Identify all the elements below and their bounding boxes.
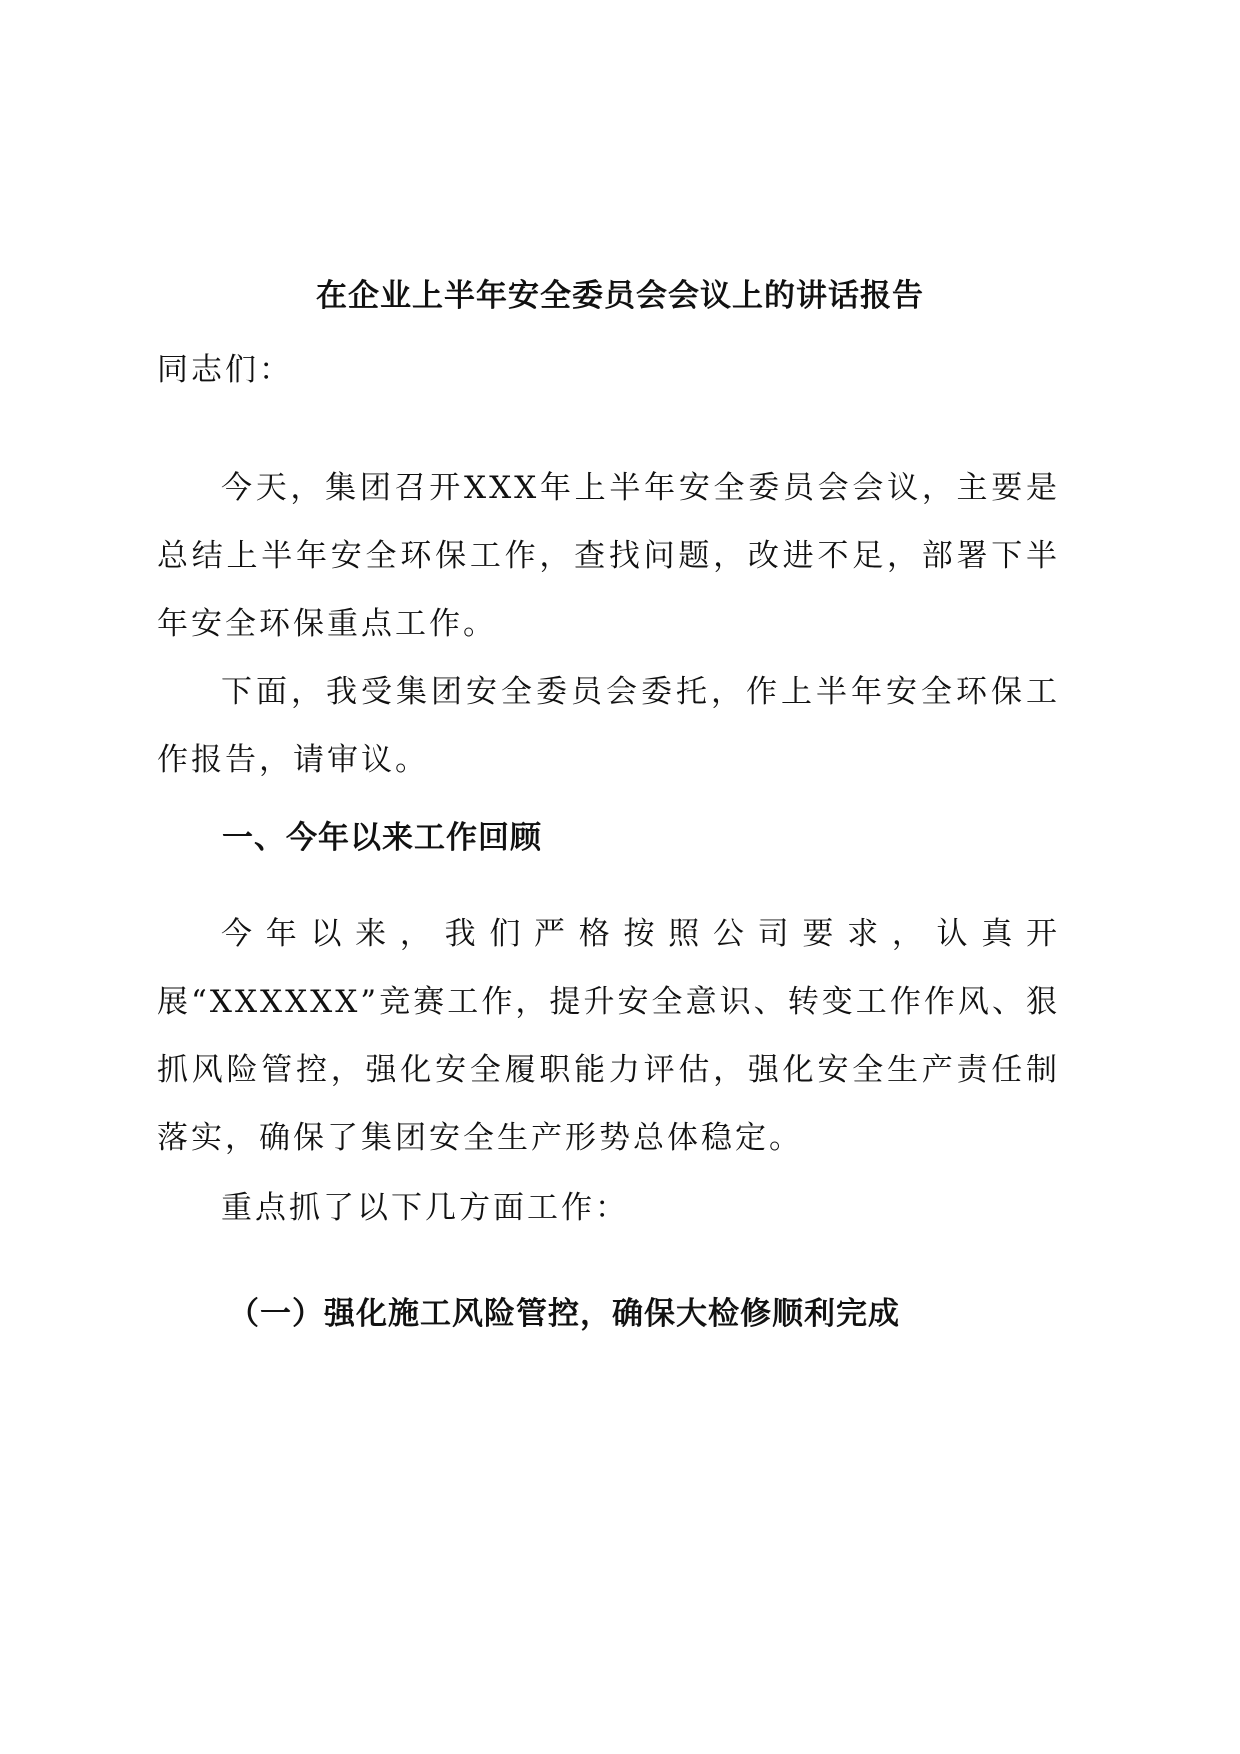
paragraph-report-request: 下面，我受集团安全委员会委托，作上半年安全环保工作报告，请审议。 xyxy=(157,674,1060,778)
subsection-heading-risk-control: （一）强化施工风险管控，确保大检修顺利完成 xyxy=(228,1296,900,1332)
salutation: 同志们： xyxy=(157,352,293,388)
section-heading-review: 一、今年以来工作回顾 xyxy=(222,820,542,856)
paragraph-key-work: 重点抓了以下几方面工作： xyxy=(221,1190,629,1226)
document-title: 在企业上半年安全委员会会议上的讲话报告 xyxy=(316,278,924,314)
paragraph-review: 今年以来，我们严格按照公司要求，认真开展“XXXXXX”竞赛工作，提升安全意识、转变工作作风、狠抓风险管控，强化安全履职能力评估，强化安全生产责任制落实，确保了集团安全生产形势总体稳定。 xyxy=(157,916,1060,1156)
paragraph-intro: 今天，集团召开XXX年上半年安全委员会会议，主要是总结上半年安全环保工作，查找问题，改进不足，部署下半年安全环保重点工作。 xyxy=(157,470,1060,642)
